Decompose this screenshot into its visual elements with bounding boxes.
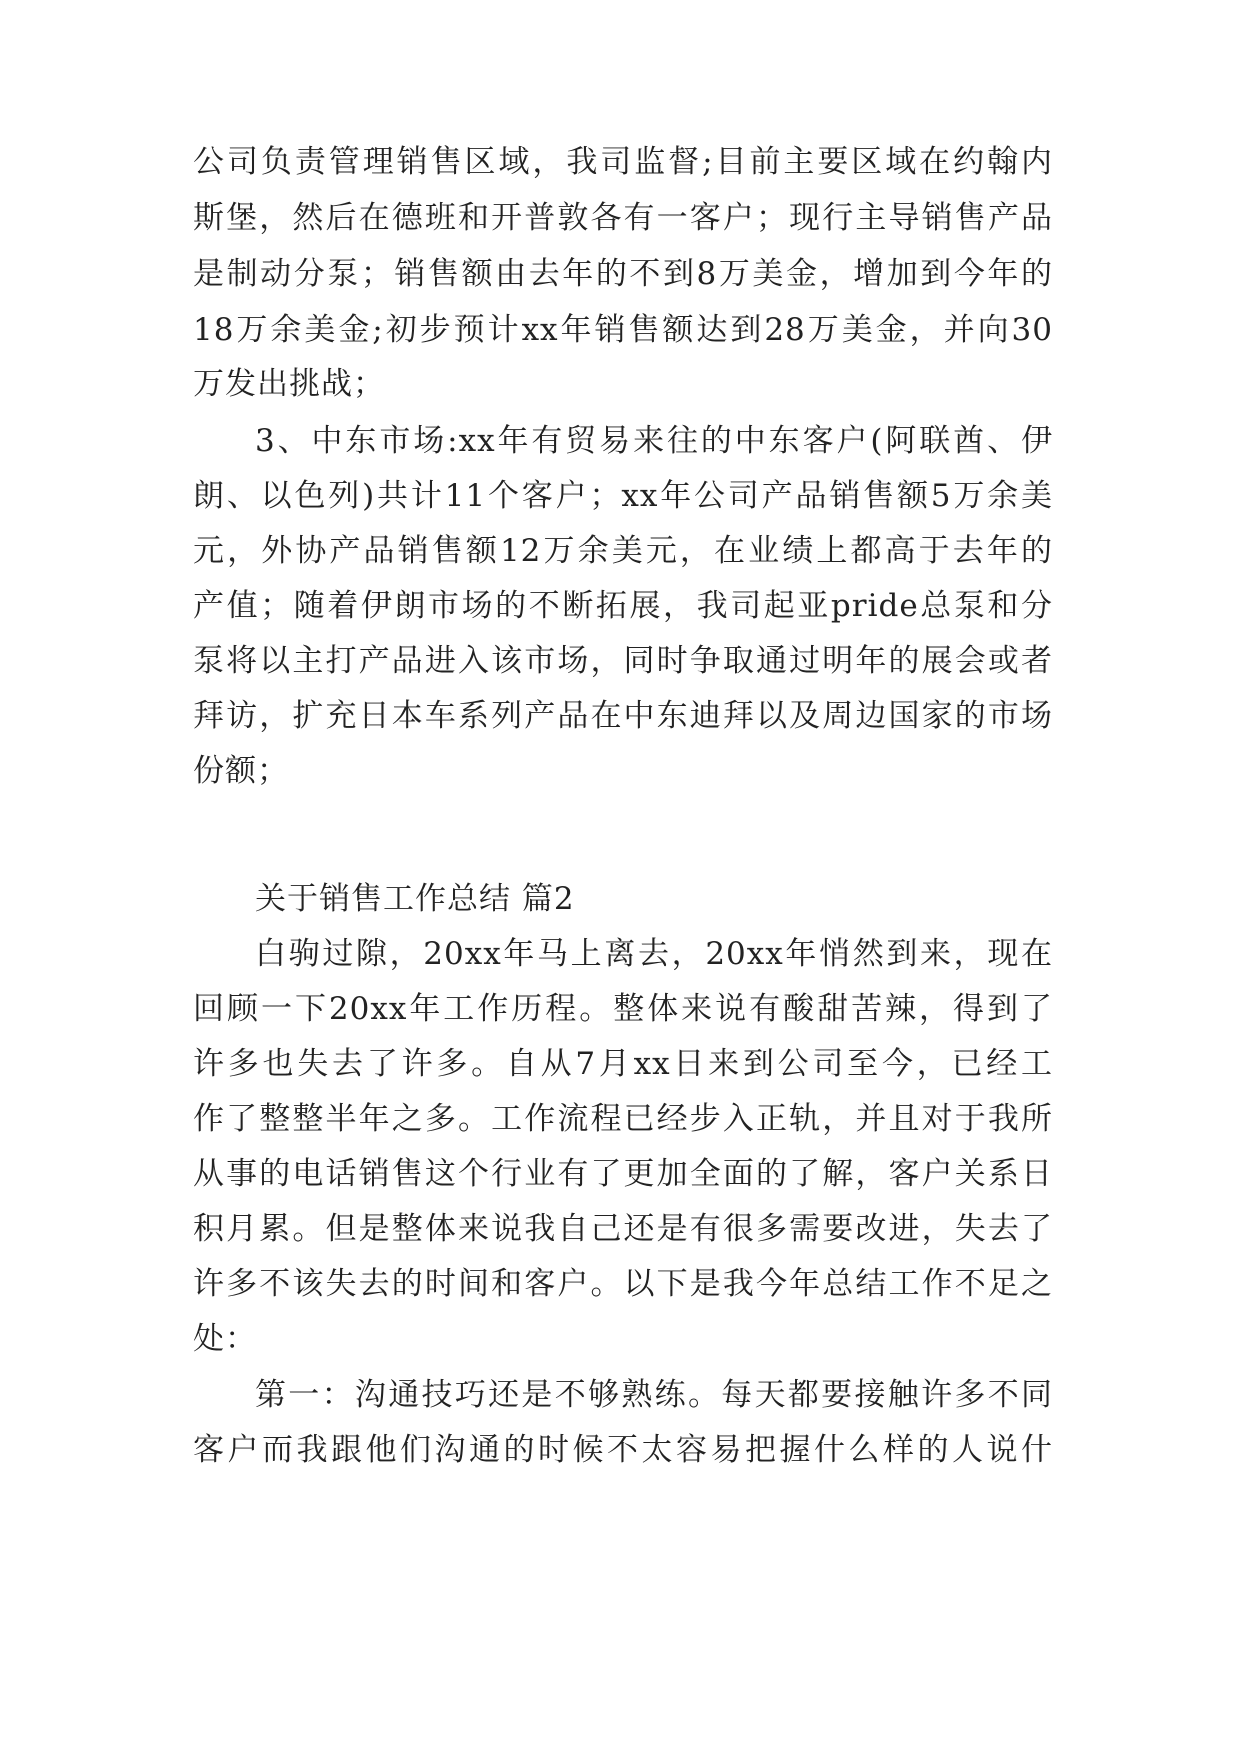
text-line: 斯堡，然后在德班和开普敦各有一客户；现行主导销售产品 [193,200,1053,236]
text-line: 拜访，扩充日本车系列产品在中东迪拜以及周边国家的市场 [193,698,1053,734]
text-line: 处： [193,1321,257,1357]
text-line: 第一：沟通技巧还是不够熟练。每天都要接触许多不同 [255,1377,1053,1413]
text-line: 18万余美金;初步预计xx年销售额达到28万美金，并向30 [193,312,1053,348]
text-line: 万发出挑战； [193,366,385,402]
text-line: 许多也失去了许多。自从7月xx日来到公司至今，已经工 [193,1046,1053,1082]
text-line: 客户而我跟他们沟通的时候不太容易把握什么样的人说什 [193,1432,1053,1468]
text-line: 作了整整半年之多。工作流程已经步入正轨，并且对于我所 [193,1101,1053,1137]
text-line: 白驹过隙，20xx年马上离去，20xx年悄然到来，现在 [255,936,1053,972]
text-line: 积月累。但是整体来说我自己还是有很多需要改进，失去了 [193,1211,1053,1247]
text-line: 份额； [193,753,289,789]
text-line: 回顾一下20xx年工作历程。整体来说有酸甜苦辣，得到了 [193,991,1053,1027]
section-heading: 关于销售工作总结 篇2 [255,881,575,917]
text-line: 从事的电话销售这个行业有了更加全面的了解，客户关系日 [193,1156,1053,1192]
text-line: 朗、以色列)共计11个客户；xx年公司产品销售额5万余美 [193,478,1053,514]
text-line: 3、中东市场:xx年有贸易来往的中东客户(阿联酋、伊 [255,423,1053,459]
text-line: 产值；随着伊朗市场的不断拓展，我司起亚pride总泵和分 [193,588,1053,624]
text-line: 是制动分泵；销售额由去年的不到8万美金，增加到今年的 [193,256,1053,292]
text-line: 泵将以主打产品进入该市场，同时争取通过明年的展会或者 [193,643,1053,679]
text-line: 许多不该失去的时间和客户。以下是我今年总结工作不足之 [193,1266,1053,1302]
text-line: 公司负责管理销售区域，我司监督;目前主要区域在约翰内 [193,144,1053,180]
text-line: 元，外协产品销售额12万余美元，在业绩上都高于去年的 [193,533,1053,569]
